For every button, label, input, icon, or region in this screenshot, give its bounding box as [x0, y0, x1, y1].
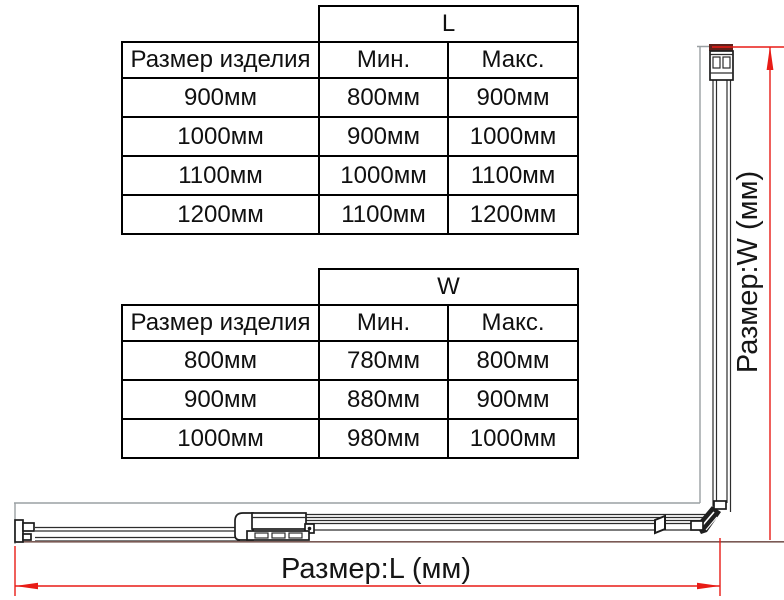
glass-clip — [655, 516, 665, 533]
table-cell: 780мм — [319, 341, 448, 380]
table-cell: 1000мм — [448, 419, 578, 458]
table-cell: 900мм — [448, 78, 578, 117]
screw-dot — [308, 527, 312, 531]
table-cell: 900мм — [448, 380, 578, 419]
table-cell: 1100мм — [319, 195, 448, 234]
length-dimension-label: Размер:L (мм) — [280, 553, 472, 585]
table-cell: 1000мм — [319, 156, 448, 195]
column-header-min: Мин. — [319, 305, 448, 341]
group-header-W: W — [319, 269, 578, 305]
column-header-product-size: Размер изделия — [122, 305, 319, 341]
table-cell: 980мм — [319, 419, 448, 458]
spacer-cell — [122, 269, 319, 305]
table-cell: 1100мм — [122, 156, 319, 195]
arrow-right-icon — [697, 583, 720, 590]
table-cell: 800мм — [319, 78, 448, 117]
roller-carriage — [235, 513, 314, 540]
wall-profile-left — [15, 520, 34, 542]
table-cell: 880мм — [319, 380, 448, 419]
table-cell: 1200мм — [122, 195, 319, 234]
dimension-width — [712, 46, 784, 540]
table-cell: 900мм — [122, 78, 319, 117]
width-dimension-label: Размер:W (мм) — [732, 170, 764, 374]
table-cell: 1000мм — [122, 117, 319, 156]
column-header-max: Макс. — [448, 305, 578, 341]
spacer-cell — [122, 6, 319, 42]
size-table-width — [121, 268, 579, 459]
horizontal-rail — [15, 513, 784, 542]
table-cell: 800мм — [448, 341, 578, 380]
table-cell: 900мм — [122, 380, 319, 419]
vertical-rail — [709, 44, 733, 512]
table-cell: 1200мм — [448, 195, 578, 234]
table-cell: 800мм — [122, 341, 319, 380]
size-table-length — [121, 5, 579, 235]
table-cell: 1100мм — [448, 156, 578, 195]
arrow-up-icon — [767, 46, 774, 70]
table-cell: 900мм — [319, 117, 448, 156]
column-header-min: Мин. — [319, 42, 448, 78]
table-cell: 1000мм — [122, 419, 319, 458]
column-header-max: Макс. — [448, 42, 578, 78]
column-header-product-size: Размер изделия — [122, 42, 319, 78]
arrow-left-icon — [15, 583, 38, 590]
table-cell: 1000мм — [448, 117, 578, 156]
dimension-length — [15, 538, 720, 596]
group-header-L: L — [319, 6, 578, 42]
